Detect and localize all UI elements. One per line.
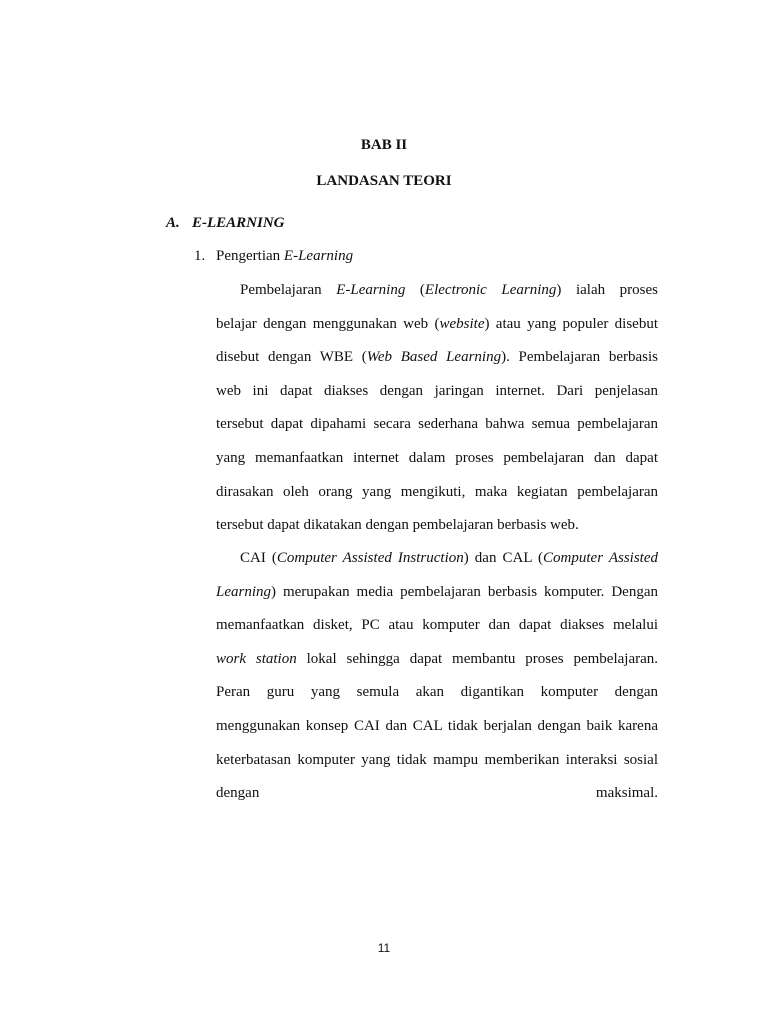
paragraph-line — [240, 549, 658, 567]
italic-term: website — [439, 316, 485, 332]
text-run: ) ialah proses — [556, 282, 658, 298]
text-run: ) atau yang populer disebut — [484, 316, 658, 332]
paragraph-line — [216, 650, 658, 668]
paragraph-line — [216, 315, 658, 333]
paragraph-line — [240, 281, 658, 299]
paragraph-line — [216, 751, 658, 769]
paragraph-line — [216, 616, 658, 634]
italic-term: Learning — [216, 584, 272, 600]
paragraph-line — [216, 784, 658, 802]
text-run: ). Pembelajaran berbasis — [501, 349, 658, 365]
text-run: ) merupakan media pembelajaran berbasis komputer. Dengan — [271, 584, 658, 600]
paragraph-line — [216, 483, 658, 501]
text-run: web ini dapat diakses dengan jaringan internet. Dari penjelasan — [216, 383, 658, 399]
subsection-number: 1. — [194, 248, 206, 264]
paragraph-line — [216, 415, 658, 433]
text-run: tersebut dapat dikatakan dengan pembelajaran berbasis web. — [216, 517, 579, 533]
paragraph-line — [216, 348, 658, 366]
paragraph-line — [216, 683, 658, 701]
paragraph-line — [216, 449, 658, 467]
paragraph-line — [216, 583, 658, 601]
text-run: yang memanfaatkan internet dalam proses pembelajaran dan dapat — [216, 450, 658, 466]
text-run: belajar dengan menggunakan web ( — [216, 316, 440, 332]
text-run: ( — [405, 282, 425, 298]
page-number: 11 — [377, 941, 391, 955]
section-letter: A. — [166, 215, 180, 231]
section-heading — [166, 214, 285, 232]
text-run: keterbatasan komputer yang tidak mampu memberikan interaksi sosial — [216, 752, 658, 768]
italic-term: E-Learning — [336, 282, 406, 298]
italic-term: Computer Assisted — [543, 550, 658, 566]
text-run: dengan maksimal. — [216, 785, 658, 801]
italic-term: Electronic Learning — [424, 282, 557, 298]
text-run: dirasakan oleh orang yang mengikuti, maka kegiatan pembelajaran — [216, 484, 658, 500]
text-run: ) dan CAL ( — [463, 550, 544, 566]
italic-term: Web Based Learning — [366, 349, 502, 365]
chapter-title: LANDASAN TEORI — [316, 173, 452, 189]
text-run: Peran guru yang semula akan digantikan komputer dengan — [216, 684, 658, 700]
subsection-title-italic: E-Learning — [283, 248, 354, 264]
italic-term: work station — [216, 651, 297, 667]
subsection-title: Pengertian — [216, 248, 284, 264]
text-run: tersebut dapat dipahami secara sederhana bahwa semua pembelajaran — [216, 416, 658, 432]
italic-term: Computer Assisted Instruction — [276, 550, 464, 566]
paragraph-line — [216, 516, 658, 534]
text-run: disebut dengan WBE ( — [216, 349, 367, 365]
text-run: menggunakan konsep CAI dan CAL tidak berjalan dengan baik karena — [216, 718, 658, 734]
text-run: lokal sehingga dapat membantu proses pembelajaran. — [296, 651, 659, 667]
paragraph-line — [216, 382, 658, 400]
subsection-heading — [194, 247, 353, 265]
section-title: E-LEARNING — [192, 215, 285, 231]
text-run: Pembelajaran — [240, 282, 337, 298]
chapter-label: BAB II — [360, 137, 408, 153]
text-run: memanfaatkan disket, PC atau komputer dan dapat diakses melalui — [216, 617, 658, 633]
text-run: CAI ( — [240, 550, 277, 566]
paragraph-line — [216, 717, 658, 735]
